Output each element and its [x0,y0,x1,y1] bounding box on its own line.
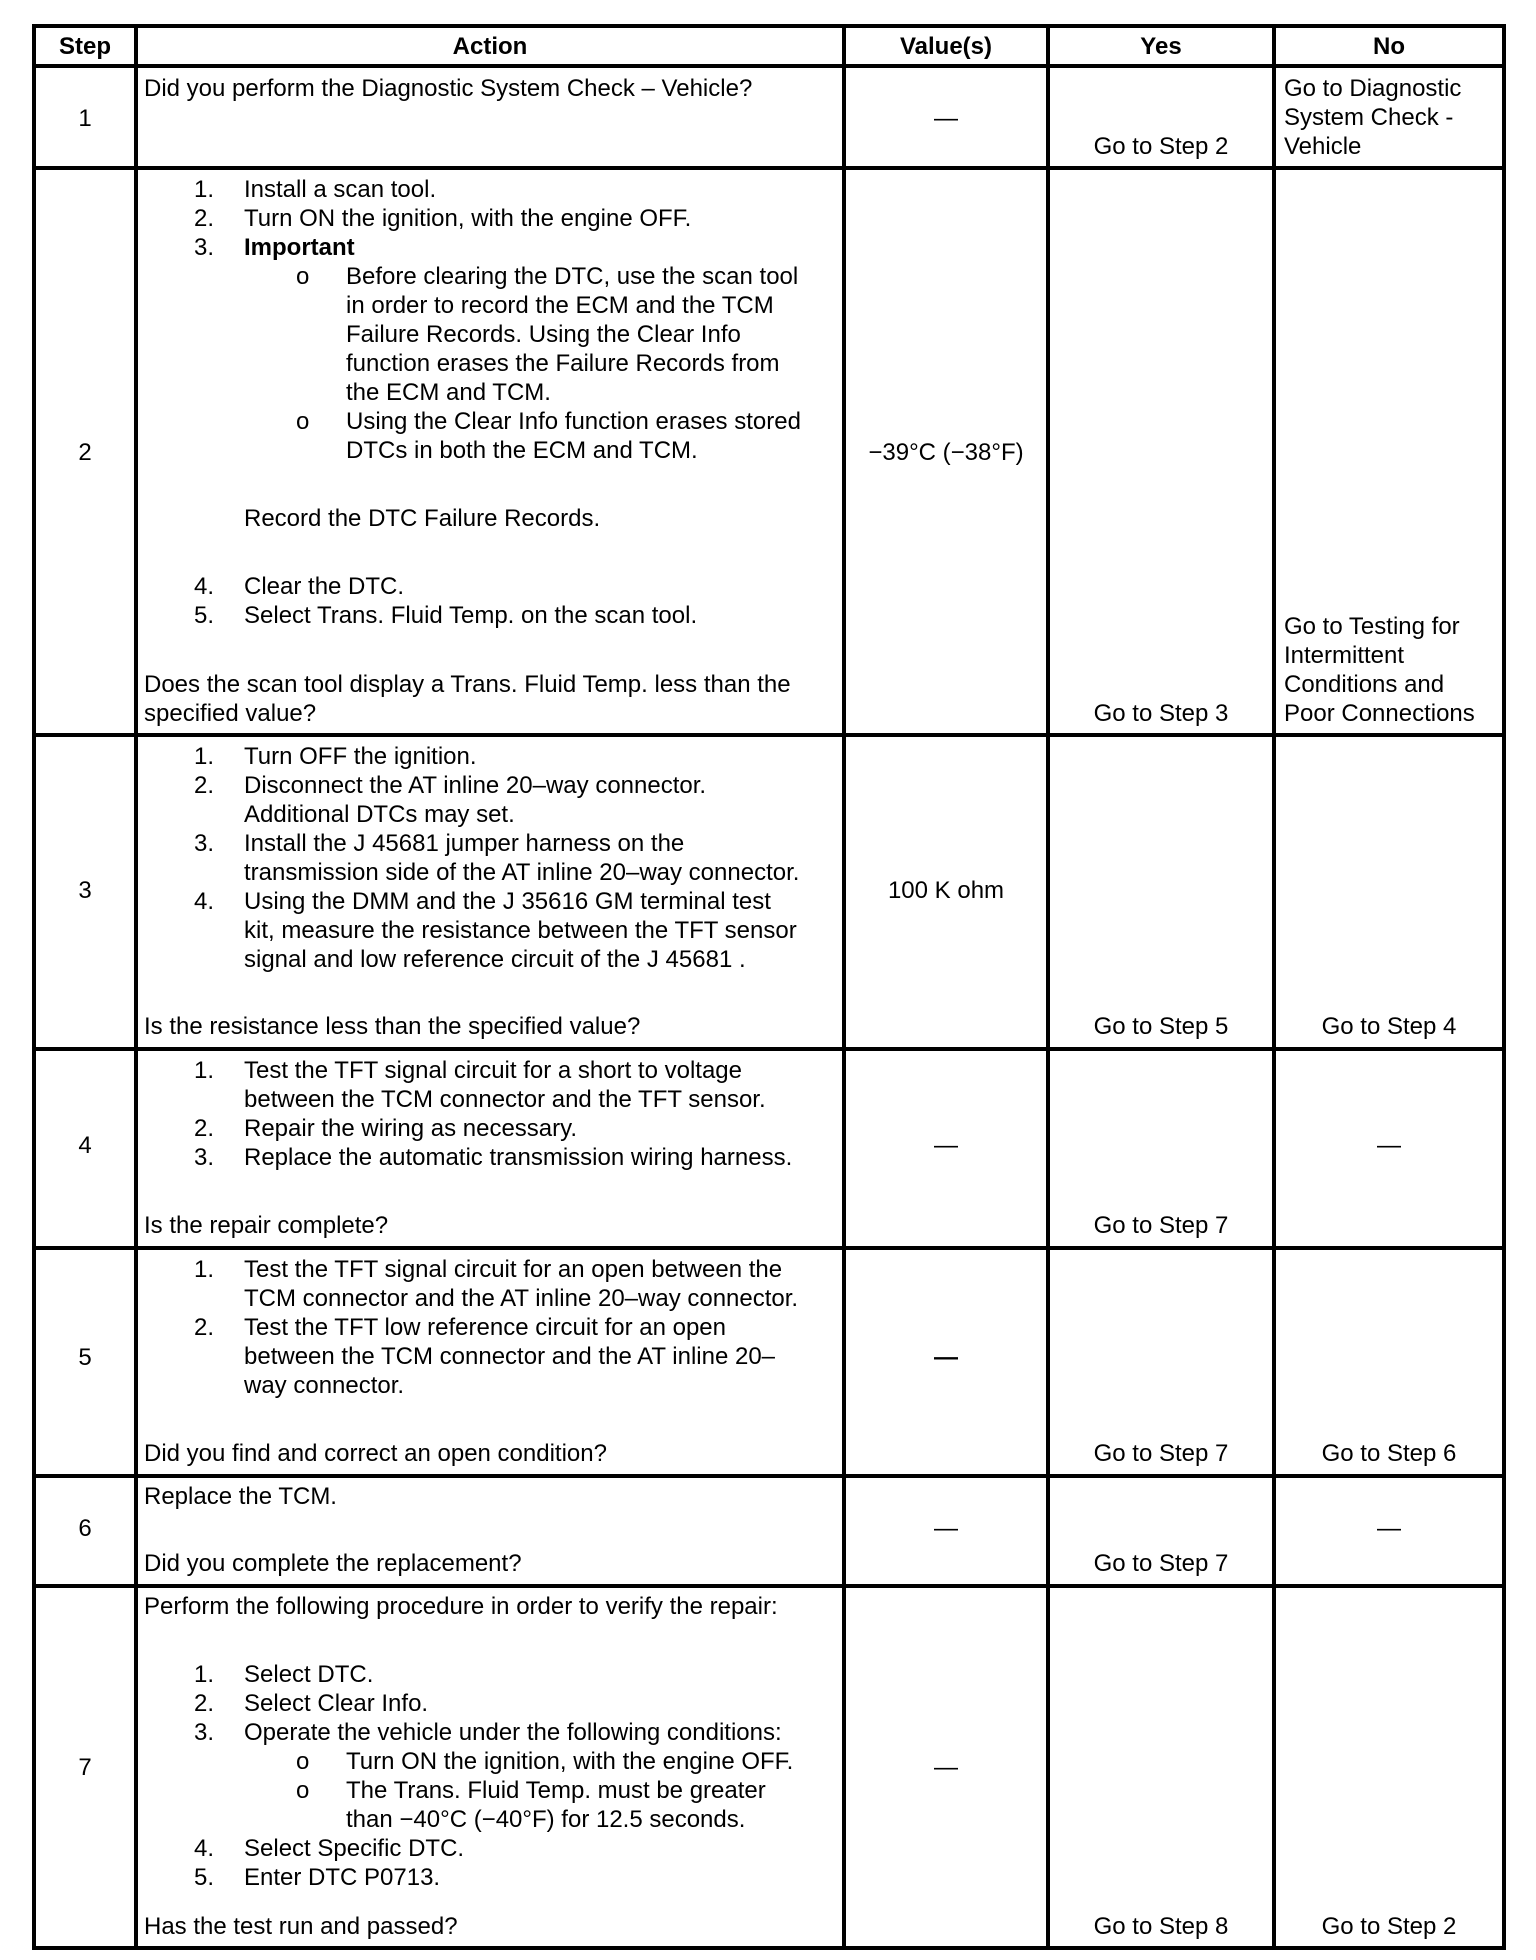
step-number: 1 [78,105,92,132]
table-border-right [1502,24,1506,1950]
no-cell: Intermittent [1284,642,1405,669]
column-divider [134,24,138,1950]
list-number: 5. [194,1864,215,1891]
no-cell: Go to Step 4 [1321,1013,1457,1040]
table-border-bottom [32,1946,1506,1950]
step-number: 2 [78,439,92,466]
row-divider [32,733,1506,737]
list-item: way connector. [244,1372,405,1399]
action-question: Did you perform the Diagnostic System Check – Vehicle? [144,75,753,102]
value-cell: — [934,1132,958,1159]
list-number: 2. [194,205,215,232]
sub-item: Before clearing the DTC, use the scan tool [346,263,799,290]
sub-item: The Trans. Fluid Temp. must be greater [346,1777,766,1804]
sub-item: Failure Records. Using the Clear Info [346,321,741,348]
list-number: 1. [194,1256,215,1283]
column-divider [1272,24,1276,1950]
list-number: 2. [194,1115,215,1142]
list-item: Enter DTC P0713. [244,1864,441,1891]
list-item: Disconnect the AT inline 20–way connector. [244,772,707,799]
yes-cell: Go to Step 3 [1093,700,1229,727]
list-number: 4. [194,888,215,915]
list-item: Turn ON the ignition, with the engine OFF. [244,205,692,232]
list-number: 3. [194,830,215,857]
action-question: Did you complete the replacement? [144,1550,522,1577]
row-divider [32,1584,1506,1588]
list-item: Operate the vehicle under the following conditions: [244,1719,782,1746]
no-cell: Go to Diagnostic [1284,75,1462,102]
list-item: signal and low reference circuit of the J 45681 . [244,946,746,973]
no-cell: System Check - [1284,104,1454,131]
value-cell: — [934,1754,958,1781]
yes-cell: Go to Step 7 [1093,1440,1229,1467]
list-item: Select DTC. [244,1661,374,1688]
list-number: 3. [194,1144,215,1171]
no-cell: Vehicle [1284,133,1362,160]
list-number: 3. [194,234,215,261]
list-item: kit, measure the resistance between the TFT sensor [244,917,797,944]
no-cell: Go to Testing for [1284,613,1460,640]
list-number: 4. [194,1835,215,1862]
header-action: Action [452,33,528,60]
yes-cell: Go to Step 7 [1093,1212,1229,1239]
list-item: Replace the automatic transmission wiring harness. [244,1144,793,1171]
action-intro: Perform the following procedure in order to verify the repair: [144,1593,778,1620]
important-label: Important [244,234,355,261]
row-divider [32,166,1506,170]
sub-item: DTCs in both the ECM and TCM. [346,437,698,464]
value-cell: — [934,1515,958,1542]
list-item: Select Trans. Fluid Temp. on the scan tool. [244,602,698,629]
list-item: transmission side of the AT inline 20–way connector. [244,859,800,886]
yes-cell: Go to Step 7 [1093,1550,1229,1577]
list-number: 2. [194,1690,215,1717]
value-cell: — [934,105,958,132]
list-item: between the TCM connector and the AT inline 20– [244,1343,776,1370]
action-question: Is the resistance less than the specified value? [144,1013,641,1040]
header-step: Step [58,33,111,60]
list-item: Using the DMM and the J 35616 GM terminal test [244,888,771,915]
no-cell: Go to Step 6 [1321,1440,1457,1467]
list-item: Additional DTCs may set. [244,801,515,828]
action-question: Has the test run and passed? [144,1913,458,1940]
list-number: 1. [194,176,215,203]
no-cell: — [1377,1515,1401,1542]
row-divider [32,64,1506,68]
no-cell: Poor Connections [1284,700,1475,727]
list-item: Install the J 45681 jumper harness on the [244,830,685,857]
list-item: between the TCM connector and the TFT sensor. [244,1086,766,1113]
row-divider [32,1047,1506,1051]
list-item: Clear the DTC. [244,573,405,600]
step-number: 5 [78,1344,92,1371]
yes-cell: Go to Step 5 [1093,1013,1229,1040]
value-cell: 100 K ohm [887,877,1005,904]
header-no: No [1373,33,1405,60]
value-cell: — [934,1344,958,1371]
list-number: 3. [194,1719,215,1746]
bullet: o [296,408,310,435]
table-border-top [32,24,1506,28]
list-number: 2. [194,1314,215,1341]
value-cell: −39°C (−38°F) [868,439,1024,466]
list-item: TCM connector and the AT inline 20–way connector. [244,1285,799,1312]
step-number: 3 [78,877,92,904]
sub-item: function erases the Failure Records from [346,350,780,377]
no-cell: Go to Step 2 [1321,1913,1457,1940]
sub-item: Turn ON the ignition, with the engine OFF. [346,1748,794,1775]
sub-item: Using the Clear Info function erases stored [346,408,801,435]
sub-item: the ECM and TCM. [346,379,551,406]
list-number: 5. [194,602,215,629]
bullet: o [296,263,310,290]
step-number: 4 [78,1132,92,1159]
header-yes: Yes [1140,33,1182,60]
action-question: Is the repair complete? [144,1212,389,1239]
bullet: o [296,1777,310,1804]
column-divider [842,24,846,1950]
action-text: Replace the TCM. [144,1483,337,1510]
list-item: Turn OFF the ignition. [244,743,477,770]
action-question: Does the scan tool display a Trans. Fluid Temp. less than the [144,671,791,698]
list-item: Test the TFT low reference circuit for an open [244,1314,727,1341]
action-question: specified value? [144,700,317,727]
sub-item: in order to record the ECM and the TCM [346,292,774,319]
list-item: Test the TFT signal circuit for an open between the [244,1256,783,1283]
step-number: 6 [78,1515,92,1542]
step-number: 7 [78,1754,92,1781]
list-number: 2. [194,772,215,799]
no-cell: Conditions and [1284,671,1445,698]
sub-item: than −40°C (−40°F) for 12.5 seconds. [346,1806,746,1833]
bullet: o [296,1748,310,1775]
list-number: 1. [194,743,215,770]
action-question: Did you find and correct an open condition? [144,1440,607,1467]
list-item: Select Specific DTC. [244,1835,465,1862]
list-number: 1. [194,1057,215,1084]
list-item: Install a scan tool. [244,176,437,203]
list-item: Select Clear Info. [244,1690,429,1717]
row-divider [32,1474,1506,1478]
table-border-left [32,24,36,1950]
header-values: Value(s) [899,33,993,60]
column-divider [1046,24,1050,1950]
yes-cell: Go to Step 8 [1093,1913,1229,1940]
list-item: Repair the wiring as necessary. [244,1115,578,1142]
list-number: 1. [194,1661,215,1688]
yes-cell: Go to Step 2 [1093,133,1229,160]
list-number: 4. [194,573,215,600]
row-divider [32,1246,1506,1250]
list-item: Record the DTC Failure Records. [244,505,601,532]
list-item: Test the TFT signal circuit for a short to voltage [244,1057,742,1084]
no-cell: — [1377,1132,1401,1159]
